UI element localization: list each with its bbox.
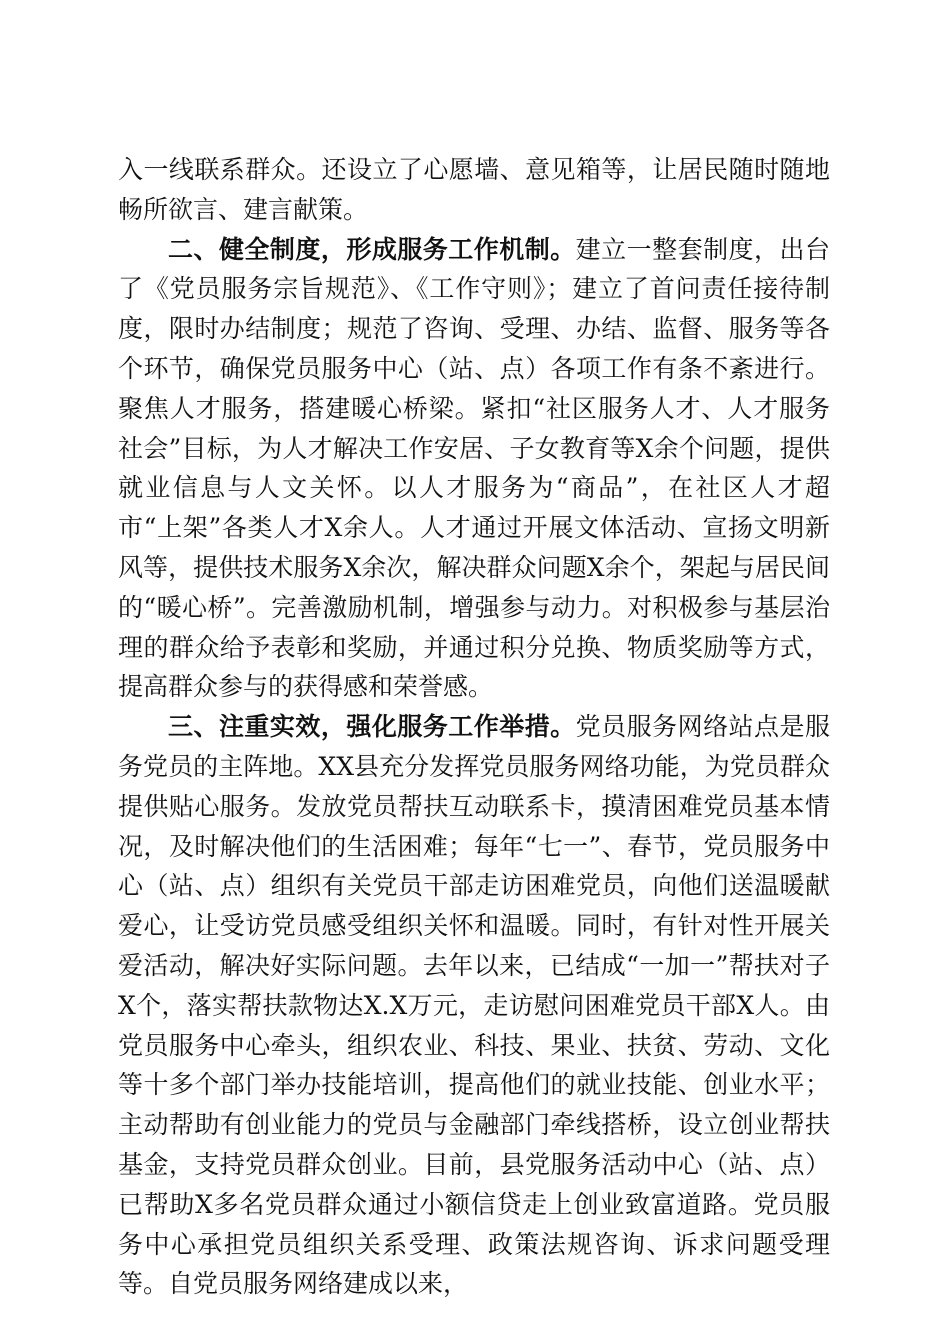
paragraph-text: 党员服务网络站点是服务党员的主阵地。XX县充分发挥党员服务网络功能，为党员群众提供贴心服务。发放党员帮扶互动联系卡，摸清困难党员基本情况，及时解决他们的生活困难；每年“七一”、春节，党员服务中心（站、点）组织有关党员干部走访困难党员，向他们送温暖献爱心，让受访党员感受组织关怀和温暖。同时，有针对性开展关爱活动，解决好实际问题。去年以来，已结成“一加一”帮扶对子X个，落实帮扶款物达X.X万元，走访慰问困难党员干部X人。由党员服务中心牵头，组织农业、科技、果业、扶贫、劳动、文化等十多个部门举办技能培训，提高他们的就业技能、创业水平；主动帮助有创业能力的党员与金融部门牵线搭桥，设立创业帮扶基金，支持党员群众创业。目前，县党服务活动中心（站、点）已帮助X多名党员群众通过小额信贷走上创业致富道路。党员服务中心承担党员组织关系受理、政策法规咨询、诉求问题受理等。自党员服务网络建成以来，	[118, 712, 830, 1299]
paragraph-section-two	[118, 230, 830, 708]
paragraph-section-three	[118, 707, 830, 1304]
section-heading-three: 三、注重实效，强化服务工作举措。	[168, 712, 576, 742]
section-heading-two: 二、健全制度，形成服务工作机制。	[168, 234, 576, 264]
paragraph-text: 入一线联系群众。还设立了心愿墙、意见箱等，让居民随时随地畅所欲言、建言献策。	[118, 155, 830, 224]
document-body	[118, 150, 830, 1304]
paragraph-text: 建立一整套制度，出台了《党员服务宗旨规范》、《工作守则》；建立了首问责任接待制度，限时办结制度；规范了咨询、受理、办结、监督、服务等各个环节，确保党员服务中心（站、点）各项工作有条不紊进行。聚焦人才服务，搭建暖心桥梁。紧扣“社区服务人才、人才服务社会”目标，为人才解决工作安居、子女教育等X余个问题，提供就业信息与人文关怀。以人才服务为“商品”，在社区人才超市“上架”各类人才X余人。人才通过开展文体活动、宣扬文明新风等，提供技术服务X余次，解决群众问题X余个，架起与居民间的“暖心桥”。完善激励机制，增强参与动力。对积极参与基层治理的群众给予表彰和奖励，并通过积分兑换、物质奖励等方式，提高群众参与的获得感和荣誉感。	[118, 234, 830, 702]
paragraph-continuation	[118, 150, 830, 230]
